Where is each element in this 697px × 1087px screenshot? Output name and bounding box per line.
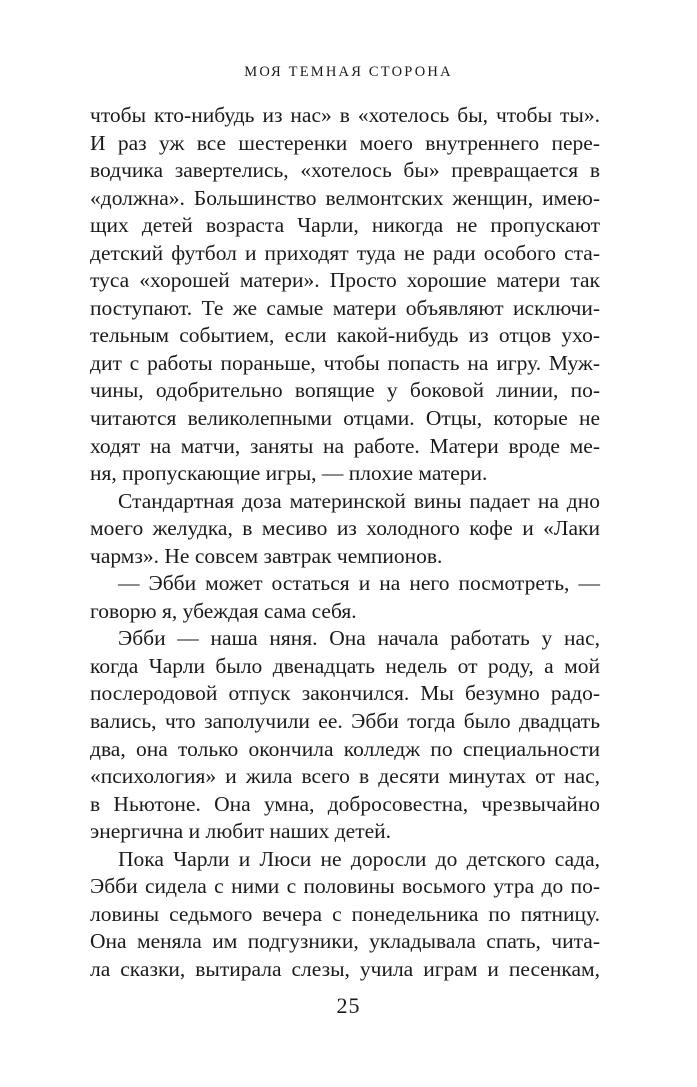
text-line: послеродовой отпуск закончился. Мы безумно радо-	[90, 681, 600, 706]
text-line: детский футбол и приходят туда не ради особого ста-	[90, 240, 600, 265]
text-line: энергична и любит наших детей.	[90, 819, 392, 844]
text-line: «должна». Большинство велмонтских женщин, имею-	[90, 185, 600, 210]
text-line: когда Чарли было двенадцать недель от роду, а мой	[90, 653, 600, 678]
text-line: чармз». Не совсем завтрак чемпионов.	[90, 543, 443, 568]
text-line: «психология» и жила всего в десяти минутах от нас,	[90, 764, 600, 789]
text-line: вались, что заполучили ее. Эбби тогда было двадцать	[90, 709, 600, 734]
page-number: 25	[336, 993, 361, 1018]
text-line: Пока Чарли и Люси не доросли до детского сада,	[118, 846, 600, 871]
text-line: дит с работы пораньше, чтобы попасть на игру. Муж-	[90, 350, 600, 375]
text-line: Эбби сидела с ними с половины восьмого утра до по-	[90, 874, 600, 899]
text-line: щих детей возраста Чарли, никогда не пропускают	[90, 213, 600, 238]
text-line: два, она только окончила колледж по специальности	[90, 736, 600, 761]
text-line: поступают. Те же самые матери объявляют исключи-	[90, 295, 600, 320]
text-line: читаются великолепными отцами. Отцы, которые не	[90, 406, 600, 431]
text-line: чины, одобрительно вопящие у боковой линии, по-	[90, 378, 600, 403]
text-line: — Эбби может остаться и на него посмотреть, —	[118, 571, 600, 596]
text-line: в Ньютоне. Она умна, добросовестна, чрезвычайно	[90, 791, 600, 816]
text-line: ла сказки, вытирала слезы, учила играм и песенкам,	[90, 956, 600, 981]
text-line: И раз уж все шестеренки моего внутреннего пере-	[90, 130, 600, 155]
running-title: МОЯ ТЕМНАЯ СТОРОНА	[244, 64, 453, 80]
body-text	[90, 102, 600, 984]
text-line: моего желудка, в месиво из холодного кофе и «Лаки	[90, 516, 600, 541]
text-line: Она меняла им подгузники, укладывала спать, чита-	[90, 929, 600, 954]
text-line: ловины седьмого вечера с понедельника по пятницу.	[90, 901, 600, 926]
text-line: Эбби — наша няня. Она начала работать у нас,	[118, 626, 600, 651]
text-line: чтобы кто-нибудь из нас» в «хотелось бы, чтобы ты».	[90, 103, 600, 127]
text-line: ходят на матчи, заняты на работе. Матери вроде ме-	[90, 433, 600, 458]
text-line: тельным событием, если какой-нибудь из отцов ухо-	[90, 323, 600, 348]
text-line: говорю я, убеждая сама себя.	[90, 598, 357, 623]
text-line: туса «хорошей матери». Просто хорошие матери так	[90, 268, 600, 293]
text-line: Стандартная доза материнской вины падает на дно	[118, 488, 600, 513]
text-line: ня, пропускающие игры, — плохие матери.	[90, 461, 488, 486]
text-line: водчика завертелись, «хотелось бы» превращается в	[90, 158, 600, 183]
